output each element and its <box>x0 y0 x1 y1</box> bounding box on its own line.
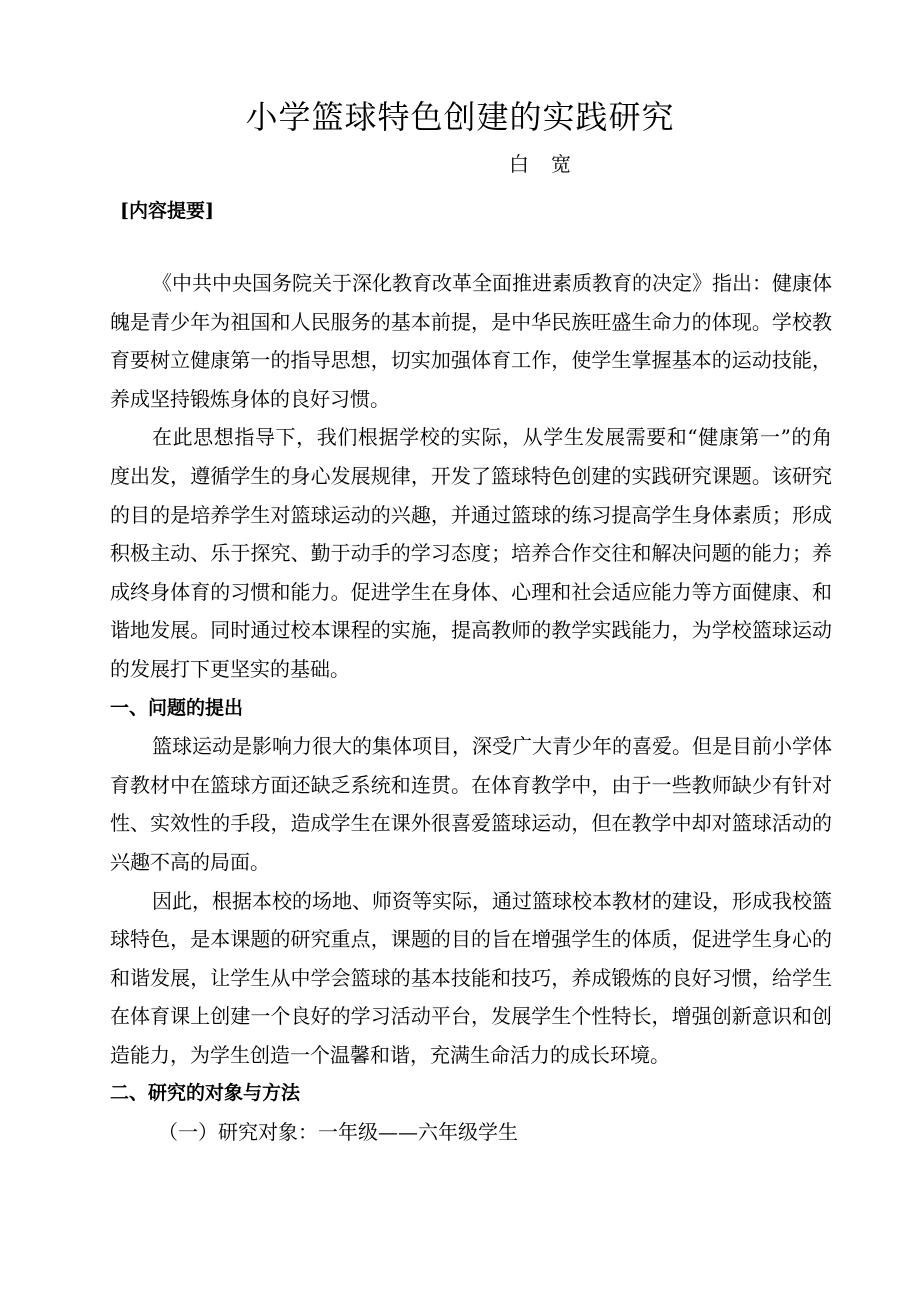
abstract-paragraph-1: 《中共中央国务院关于深化教育改革全面推进素质教育的决定》指出：健康体魄是青少年为祖国和人民服务的基本前提，是中华民族旺盛生命力的体现。学校教育要树立健康第一的指导思想，切实加强体育工作，使学生掌握基本的运动技能，养成坚持锻炼身体的良好习惯。 <box>110 271 832 411</box>
research-subject-line: （一）研究对象：一年级——六年级学生 <box>158 1120 518 1145</box>
abstract-body <box>110 264 832 1152</box>
section1-paragraph-2: 因此，根据本校的场地、师资等实际，通过篮球校本教材的建设，形成我校篮球特色，是本课题的研究重点，课题的目的旨在增强学生的体质，促进学生身心的和谐发展，让学生从中学会篮球的基本技能和技巧，养成锻炼的良好习惯，给学生在体育课上创建一个良好的学习活动平台，发展学生个性特长，增强创新意识和创造能力，为学生创造一个温馨和谐，充满生命活力的成长环境。 <box>110 888 832 1067</box>
section1-paragraph-1: 篮球运动是影响力很大的集体项目，深受广大青少年的喜爱。但是目前小学体育教材中在篮球方面还缺乏系统和连贯。在体育教学中，由于一些教师缺少有针对性、实效性的手段，造成学生在课外很喜爱篮球运动，但在教学中却对篮球活动的兴趣不高的局面。 <box>110 734 832 874</box>
abstract-label: [内容提要] <box>120 200 214 222</box>
document-title: 小学篮球特色创建的实践研究 <box>245 98 675 136</box>
section-heading-methods: 二、研究的对象与方法 <box>110 1082 301 1105</box>
section-heading-problem: 一、问题的提出 <box>110 696 244 719</box>
abstract-paragraph-2: 在此思想指导下，我们根据学校的实际，从学生发展需要和“健康第一”的角度出发，遵循学生的身心发展规律，开发了篮球特色创建的实践研究课题。该研究的目的是培养学生对篮球运动的兴趣，并通过篮球的练习提高学生身体素质；形成积极主动、乐于探究、勤于动手的学习态度；培养合作交往和解决问题的能力；养成终身体育的习惯和能力。促进学生在身体、心理和社会适应能力等方面健康、和谐地发展。同时通过校本课程的实施，提高教师的教学实践能力，为学校篮球运动的发展打下更坚实的基础。 <box>110 425 832 681</box>
author-name: 白宽 <box>509 152 593 176</box>
